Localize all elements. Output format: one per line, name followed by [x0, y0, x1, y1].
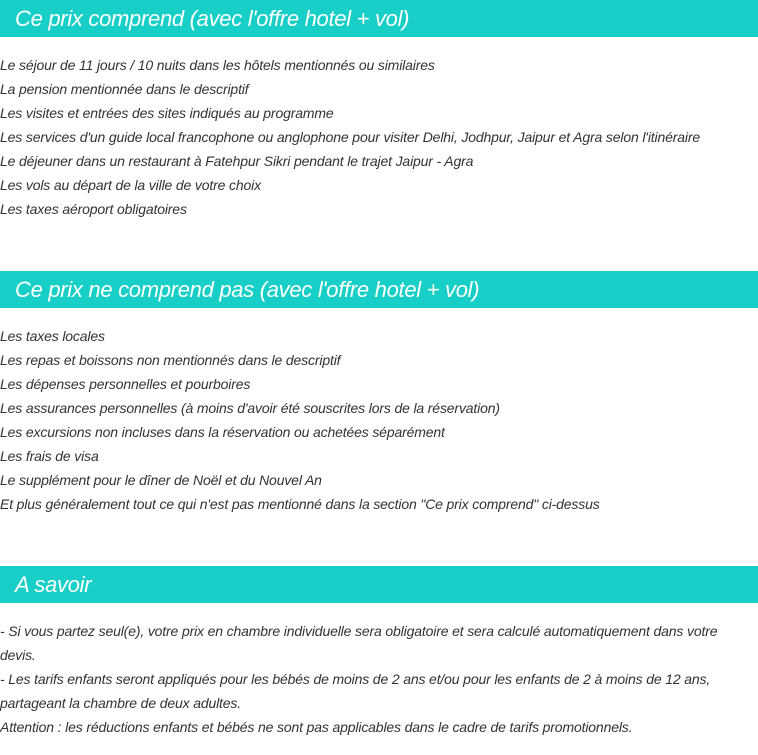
list-item: Les taxes aéroport obligatoires: [0, 201, 187, 217]
list-item: Les repas et boissons non mentionnés dans le descriptif: [0, 352, 341, 368]
section-header-included: [0, 0, 758, 37]
section-header-not-included: [0, 271, 758, 308]
included-list: [0, 53, 758, 221]
list-item: Le supplément pour le dîner de Noël et du Nouvel An: [0, 472, 322, 488]
section-title-included: Ce prix comprend (avec l'offre hotel + vol): [15, 5, 410, 31]
not-included-list: [0, 324, 758, 516]
list-item: Les taxes locales: [0, 328, 105, 344]
section-header-a-savoir: [0, 566, 758, 603]
list-item: Le séjour de 11 jours / 10 nuits dans les hôtels mentionnés ou similaires: [0, 57, 435, 73]
note-paragraph-children: - Les tarifs enfants seront appliqués pour les bébés de moins de 2 ans et/ou pour les enfants de 2 à moins de 12 ans, partageant la chambre de deux adultes.: [0, 671, 711, 711]
list-item: Les assurances personnelles (à moins d'avoir été souscrites lors de la réservation): [0, 400, 500, 416]
list-item: Le déjeuner dans un restaurant à Fatehpur Sikri pendant le trajet Jaipur - Agra: [0, 153, 474, 169]
section-title-a-savoir: A savoir: [15, 571, 92, 597]
list-item: Les dépenses personnelles et pourboires: [0, 376, 251, 392]
note-paragraph-solo: - Si vous partez seul(e), votre prix en chambre individuelle sera obligatoire et sera calculé automatiquement dans votre devis.: [0, 623, 718, 663]
list-item: Les frais de visa: [0, 448, 99, 464]
note-paragraph-attention: Attention : les réductions enfants et bébés ne sont pas applicables dans le cadre de tarifs promotionnels.: [0, 719, 633, 735]
list-item: Les excursions non incluses dans la réservation ou achetées séparément: [0, 424, 445, 440]
list-item: Les services d'un guide local francophone ou anglophone pour visiter Delhi, Jodhpur, Jaipur et Agra selon l'itinéraire: [0, 129, 701, 145]
a-savoir-notes: [0, 619, 752, 739]
list-item: Les visites et entrées des sites indiqués au programme: [0, 105, 334, 121]
list-item: La pension mentionnée dans le descriptif: [0, 81, 249, 97]
section-title-not-included: Ce prix ne comprend pas (avec l'offre hotel + vol): [15, 276, 480, 302]
list-item: Et plus généralement tout ce qui n'est pas mentionné dans la section "Ce prix comprend" ci-dessus: [0, 496, 600, 512]
list-item: Les vols au départ de la ville de votre choix: [0, 177, 261, 193]
